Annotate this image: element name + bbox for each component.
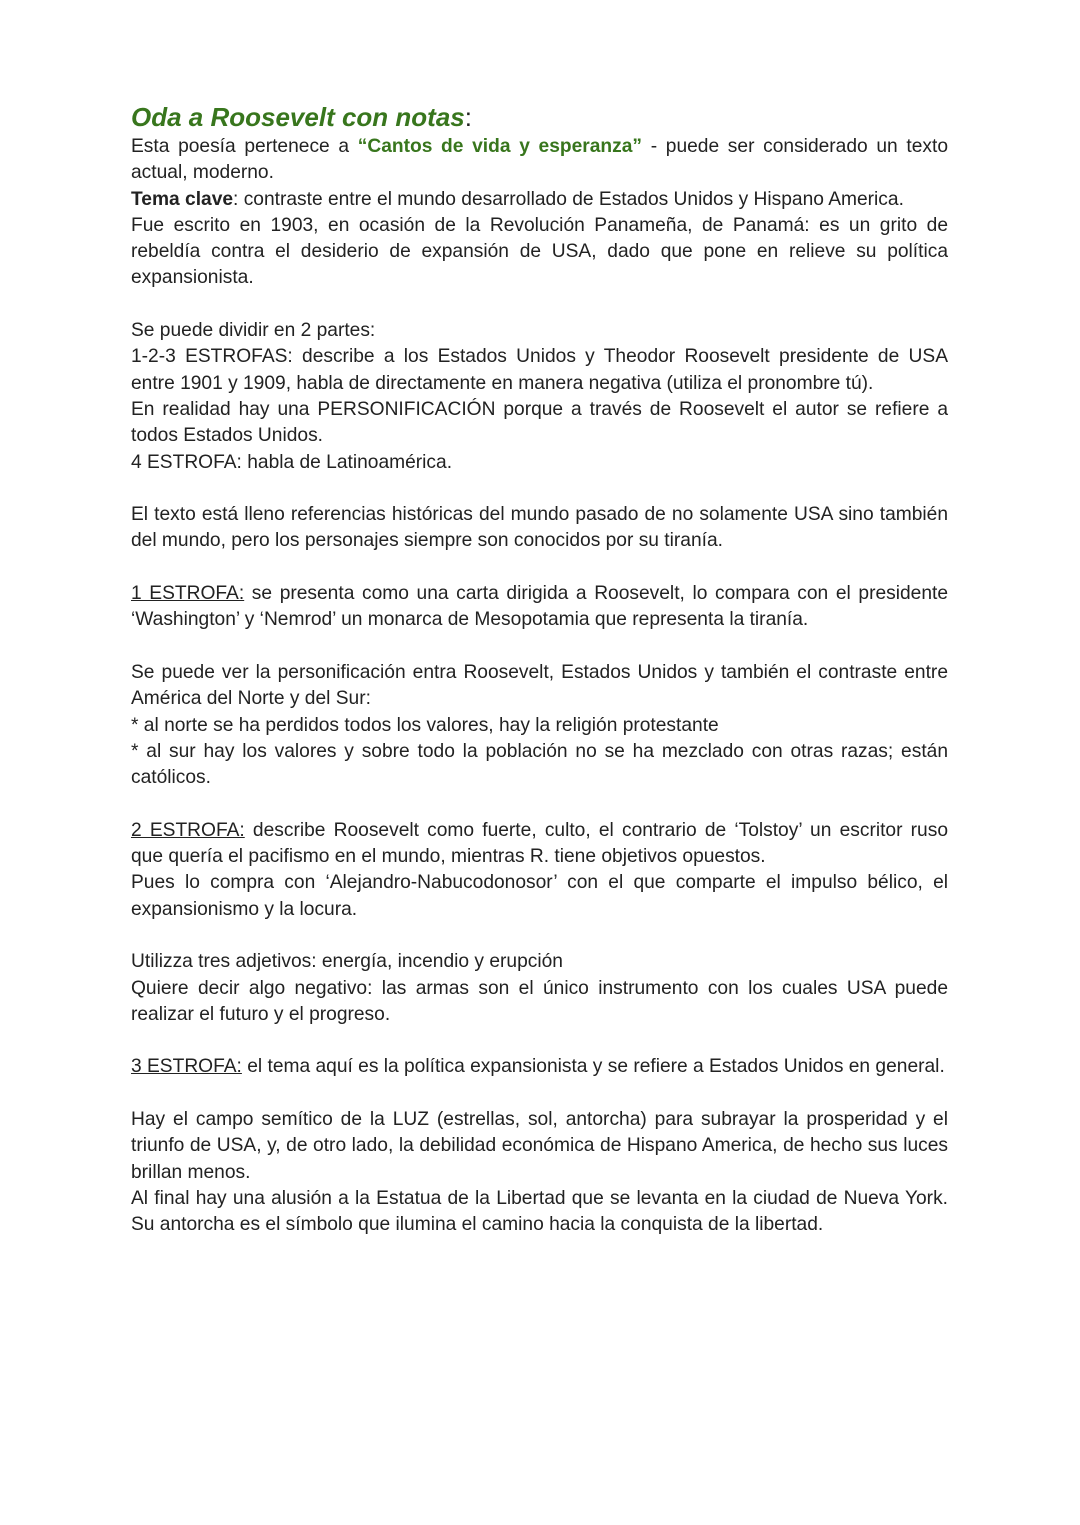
estrofa-3-label: 3 ESTROFA: [131,1056,242,1078]
estrofa-1-text: se presenta como una carta dirigida a Roosevelt, lo compara con el presidente ‘Washington’ y ‘Nemrod’ un monarca de Mesopotamia que representa la tiranía. [131,583,949,631]
alejandro-paragraph: Pues lo compra con ‘Alejandro-Nabucodonosor’ con el que comparte el impulso bélico, el expansionismo y la locura. [131,872,948,920]
document-title [131,100,948,134]
parts-estrofa-4: 4 ESTROFA: habla de Latinoamérica. [131,451,453,473]
document-page [131,100,948,1238]
luz-paragraph: Hay el campo semítico de la LUZ (estrellas, sol, antorcha) para subrayar la prosperidad y el triunfo de USA, y, de otro lado, la debilidad económica de Hispano America, de hecho sus luces brillan menos. [131,1108,948,1183]
negativo-paragraph: Quiere decir algo negativo: las armas son el único instrumento con los cuales USA puede realizar el futuro y el progreso. [131,977,948,1025]
estrofa-1-label: 1 ESTROFA: [131,583,245,605]
title-colon: : [464,102,472,132]
parts-estrofas-123: 1-2-3 ESTROFAS: describe a los Estados Unidos y Theodor Roosevelt presidente de USA entre 1901 y 1909, habla de directamente en manera negativa (utiliza el pronombre tú). [131,346,948,394]
bullet-sur: * al sur hay los valores y sobre todo la población no se ha mezclado con otras razas; están católicos. [131,740,948,789]
tema-clave-text: : contraste entre el mundo desarrollado de Estados Unidos y Hispano America. [233,188,904,210]
title-text: Oda a Roosevelt con notas [131,102,465,132]
tema-clave-label: Tema clave [131,188,234,210]
estrofa-2-paragraph [131,818,948,871]
estrofa-3-text: el tema aquí es la política expansionista y se refiere a Estados Unidos en general. [241,1056,945,1078]
estatua-paragraph: Al final hay una alusión a la Estatua de la Libertad que se levanta en la ciudad de Nueva York. Su antorcha es el símbolo que ilumina el camino hacia la conquista de la libertad. [131,1187,948,1236]
parts-personificacion: En realidad hay una PERSONIFICACIÓN porque a través de Roosevelt el autor se refiere a todos Estados Unidos. [131,398,948,447]
estrofa-2-text: describe Roosevelt como fuerte, culto, el contrario de ‘Tolstoy’ un escritor ruso que quería el pacifismo en el mundo, mientras R. tiene objetivos opuestos. [131,819,948,868]
estrofa-1-paragraph [131,581,948,634]
references-paragraph: El texto está lleno referencias históricas del mundo pasado de no solamente USA sino también del mundo, pero los personajes siempre son conocidos por su tiranía. [131,504,948,552]
book-title: “Cantos de vida y esperanza” [357,136,643,157]
tema-clave-paragraph [131,187,948,213]
intro-paragraph [131,134,948,187]
intro-rest: - puede ser considerado un texto actual, moderno. [131,136,948,184]
personificacion-paragraph: Se puede ver la personificación entra Roosevelt, Estados Unidos y también el contraste entre América del Norte y del Sur: [131,661,948,710]
estrofa-2-label: 2 ESTROFA: [131,819,245,841]
adjetivos-paragraph: Utilizza tres adjetivos: energía, incendio y erupción [131,951,563,973]
bullet-norte: * al norte se ha perdidos todos los valores, hay la religión protestante [131,714,719,736]
estrofa-3-paragraph [131,1054,948,1080]
intro-lead: Esta poesía pertenece a [131,136,358,157]
parts-intro: Se puede dividir en 2 partes: [131,320,376,342]
context-paragraph: Fue escrito en 1903, en ocasión de la Revolución Panameña, de Panamá: es un grito de rebeldía contra el desiderio de expansión de USA, dado que pone en relieve su política expansionista. [131,214,948,289]
